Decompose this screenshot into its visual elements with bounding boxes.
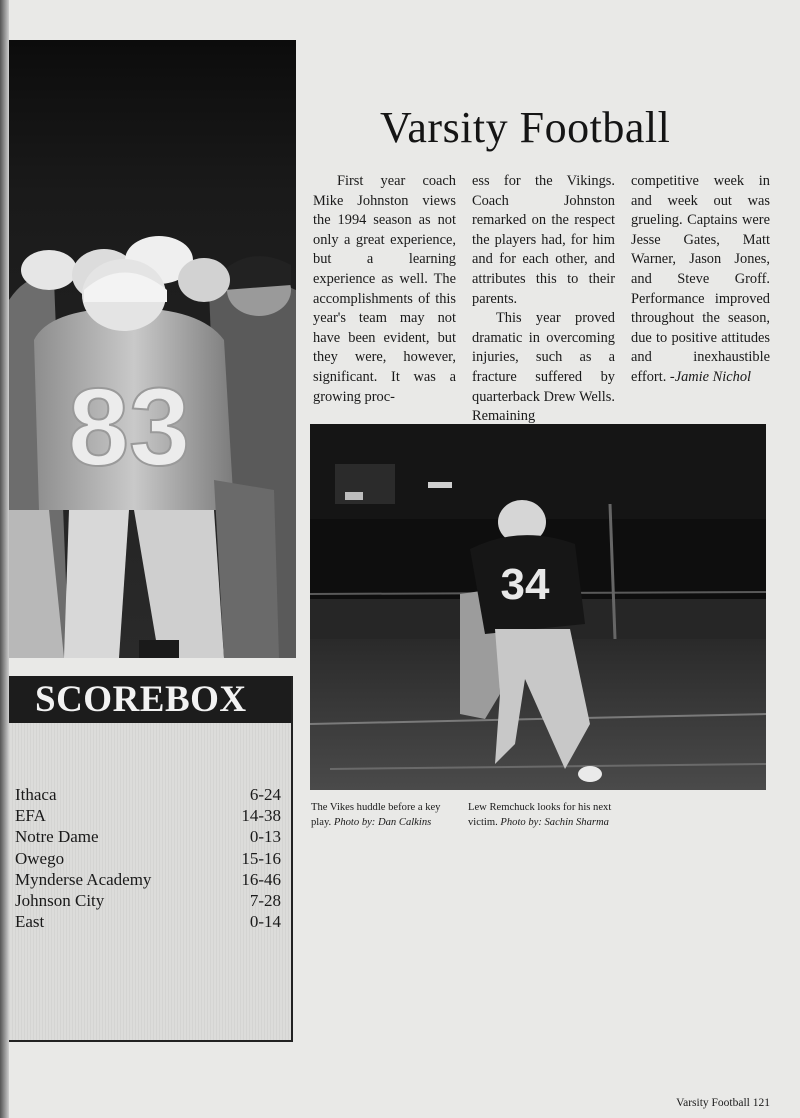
opponent-name: Mynderse Academy [15, 869, 152, 889]
article-paragraph: First year coach Mike Johnston views the 1994 season as not only a great experience, but a learning experience as well. The accomplishments of this year's team may not have been evident, but they were, however, significant. It was a growing proc- [313, 173, 456, 405]
article-paragraph: This year proved dramatic in overcoming injuries, such as a fracture suffered by quarterback Drew Wells. Remaining [472, 310, 615, 425]
game-score: 15-16 [241, 848, 281, 868]
opponent-name: East [15, 912, 45, 932]
score-row [15, 784, 281, 805]
score-row [15, 848, 281, 869]
article-text: competitive week in and week out was grueling. Captains were Jesse Gates, Matt Warner, Jason Jones, and Steve Groff. Performance improved throughout the season, due to positive attitudes and inexhaustible effort. [631, 173, 770, 385]
huddle-photo [9, 40, 296, 658]
page-title: Varsity Football [380, 103, 671, 152]
opponent-name: Notre Dame [15, 827, 99, 847]
photo-credit: Photo by: Dan Calkins [333, 817, 432, 828]
scorebox [9, 676, 293, 1042]
scorebox-title: SCOREBOX [9, 676, 291, 723]
caption-text: The Vikes huddle before a key play. [311, 802, 441, 828]
score-list [15, 784, 281, 932]
game-score: 6-24 [249, 785, 281, 804]
game-score: 7-28 [249, 891, 281, 911]
huddle-photo-image [9, 40, 296, 658]
score-row [15, 826, 281, 847]
photo-credit: Photo by: Sachin Sharma [500, 817, 609, 828]
opponent-name: Johnson City [15, 891, 105, 911]
page-footer: Varsity Football 121 [676, 1097, 770, 1109]
score-row [15, 805, 281, 826]
game-score: 16-46 [241, 869, 281, 889]
caption-text: Lew Remchuck looks for his next victim. [468, 802, 612, 828]
game-score: 0-13 [249, 827, 281, 847]
article-byline: -Jamie Nichol [669, 368, 752, 385]
article-column-1 [313, 172, 456, 407]
runner-jersey-number: 34 [500, 560, 550, 609]
article-column-3 [631, 172, 770, 388]
game-score: 0-14 [249, 912, 281, 932]
score-row [15, 890, 281, 911]
runner-photo [310, 424, 766, 790]
runner-photo-image [310, 424, 766, 790]
caption-runner [468, 800, 613, 830]
opponent-name: Owego [15, 848, 65, 868]
game-score: 14-38 [241, 806, 281, 826]
page-binding-gutter [0, 0, 9, 1118]
caption-huddle [311, 800, 456, 830]
score-row [15, 911, 281, 932]
score-row [15, 869, 281, 890]
article-paragraph [631, 172, 770, 388]
opponent-name: EFA [15, 806, 46, 826]
opponent-name: Ithaca [15, 785, 57, 804]
article-column-2 [472, 172, 615, 427]
article-paragraph: ess for the Vikings. Coach Johnston remarked on the respect the players had, for him and for each other, and attributes this to their parents. [472, 173, 615, 307]
huddle-jersey-number: 83 [67, 366, 191, 489]
